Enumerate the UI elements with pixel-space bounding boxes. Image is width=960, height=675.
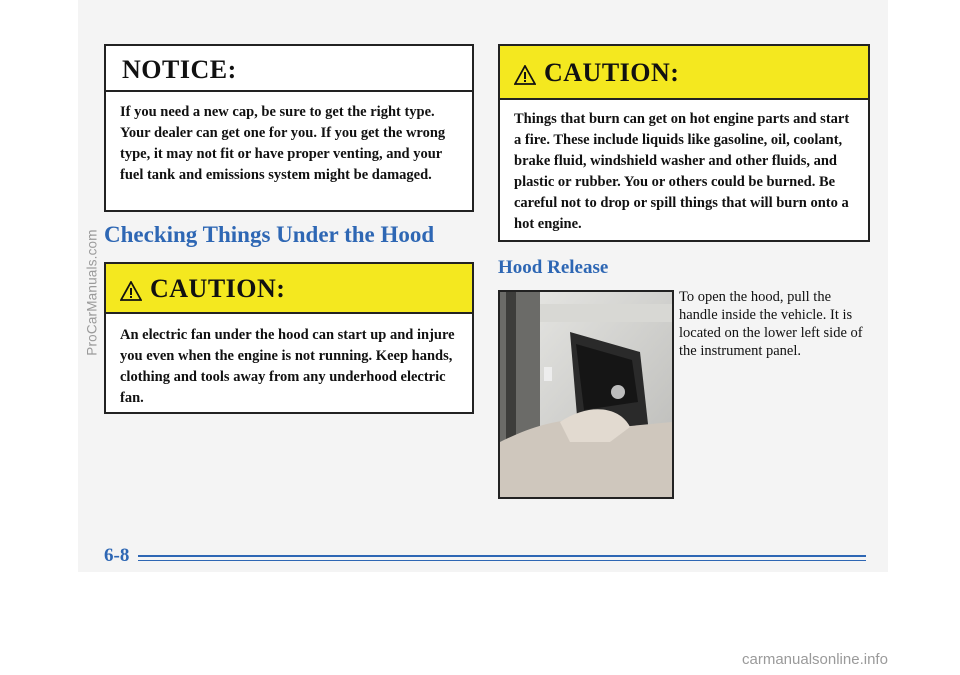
footer-rule-thin: [138, 560, 866, 561]
notice-title: NOTICE:: [122, 55, 237, 84]
caution-fire-title-wrap: [514, 58, 679, 88]
notice-text: If you need a new cap, be sure to get the right type. Your dealer can get one for you. If you get the wrong type, it may not fit or have proper venting, and your fuel tank and emissions system might be damaged.: [120, 104, 446, 183]
caution-fire-text: Things that burn can get on hot engine parts and start a fire. These include liquids like gasoline, oil, coolant, brake fluid, windshield washer and other fluids, and plastic or rubber. You or others could be burned. Be careful not to drop or spill things that will burn onto a hot engine.: [514, 111, 850, 232]
warning-triangle-icon: [120, 281, 142, 301]
caution-fan-text: An electric fan under the hood can start up and injure you even when the engine is not running. Keep hands, clothing and tools away from any underhood electric fan.: [120, 327, 455, 406]
caution-fan-title-wrap: [120, 274, 285, 304]
section-heading: Checking Things Under the Hood: [104, 222, 435, 247]
notice-box: [104, 44, 474, 212]
caution-fan-title: CAUTION:: [150, 274, 286, 303]
warning-triangle-icon: [514, 65, 536, 85]
caution-fire-box: [498, 44, 870, 242]
caution-fan-box: [104, 262, 474, 414]
side-watermark-text: ProCarManuals.com: [84, 229, 100, 356]
side-watermark: [82, 175, 100, 415]
footer-rule: [138, 555, 866, 557]
caution-fan-header: [106, 264, 472, 314]
page-number: 6-8: [104, 545, 130, 566]
hood-release-text: To open the hood, pull the handle inside the vehicle. It is located on the lower left side of the instrument panel.: [679, 289, 863, 359]
hood-release-photo: [498, 290, 674, 499]
caution-fire-title: CAUTION:: [544, 58, 680, 87]
hood-release-illustration: [500, 292, 672, 497]
hood-release-heading: Hood Release: [498, 257, 609, 278]
caution-fire-header: [500, 46, 868, 100]
notice-header: [106, 46, 472, 92]
bottom-watermark: carmanualsonline.info: [742, 651, 888, 668]
